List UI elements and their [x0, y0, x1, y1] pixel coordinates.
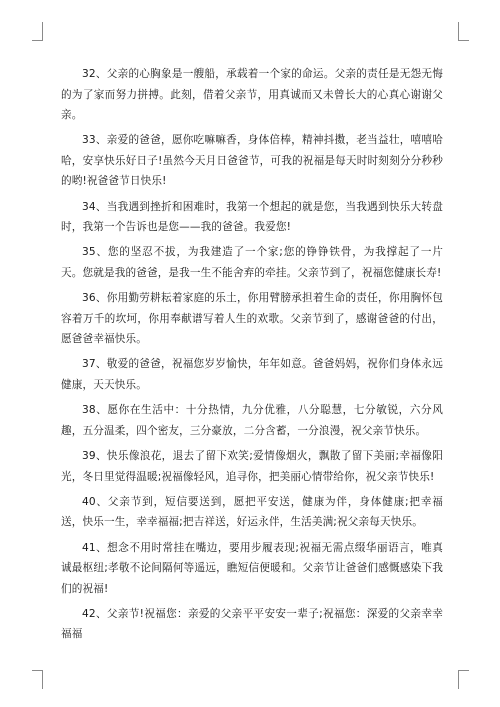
crop-mark-top-left	[32, 22, 43, 41]
paragraph: 37、敬爱的爸爸，祝福您岁岁愉快，年年如意。爸爸妈妈，祝你们身体永远健康，天天快乐。	[61, 358, 443, 391]
paragraph: 36、你用勤劳耕耘着家庭的乐土，你用臂膀承担着生命的责任，你用胸怀包容着万千的坎坷，你用奉献谱写着人生的欢歌。父亲节到了，感谢爸爸的付出，愿爸爸幸福快乐。	[61, 292, 443, 346]
paragraph: 38、愿你在生活中：十分热情，九分优雅，八分聪慧，七分敏锐，六分风趣，五分温柔，四个密友，三分豪放，二分含蓄，一分浪漫，祝父亲节快乐。	[61, 404, 443, 437]
paragraph: 40、父亲节到，短信要送到，愿把平安送，健康为伴，身体健康;把幸福送，快乐一生，幸幸福福;把吉祥送，好运永伴，生活美满;祝父亲每天快乐。	[61, 495, 443, 529]
crop-mark-top-right	[458, 22, 469, 41]
paragraph: 35、您的坚忍不拔，为我建造了一个家;您的铮铮铁骨，为我撑起了一片天。您就是我的爸爸，是我一生不能舍弃的牵挂。父亲节到了，祝福您健康长寿!	[61, 246, 443, 279]
paragraph: 42、父亲节!祝福您：亲爱的父亲平平安安一辈子;祝福您：深爱的父亲幸幸福福	[61, 607, 443, 641]
document-body	[61, 64, 443, 650]
crop-mark-bottom-left	[32, 670, 43, 689]
paragraph: 33、亲爱的爸爸，愿你吃嘛嘛香，身体倍棒，精神抖擞，老当益壮，嘻嘻哈哈，安享快乐好日子!虽然今天月日爸爸节，可我的祝福是每天时时刻刻分分秒秒的哟!祝爸爸节日快乐!	[61, 134, 443, 188]
paragraph: 34、当我遇到挫折和困难时，我第一个想起的就是您，当我遇到快乐大转盘时，我第一个告诉也是您——我的爸爸。我爱您!	[61, 200, 443, 234]
paragraph: 41、想念不用时常挂在嘴边，要用步履表现;祝福无需点缀华丽语言，唯真诚最枢纽;孝敬不论间隔何等遥远，瞧短信便暖和。父亲节让爸爸们感慨感染下我们的祝福!	[61, 541, 443, 595]
crop-mark-bottom-right	[458, 670, 469, 689]
paragraph: 39、快乐像浪花，退去了留下欢笑;爱情像烟火，飘散了留下美丽;幸福像阳光，冬日里觉得温暖;祝福像轻风，追寻你，把美丽心情带给你，祝父亲节快乐!	[61, 450, 443, 483]
paragraph: 32、父亲的心胸象是一艘船，承载着一个家的命运。父亲的责任是无怨无悔的为了家而努力拼搏。此刻，借着父亲节，用真诚而又未曾长大的心真心谢谢父亲。	[61, 68, 443, 121]
